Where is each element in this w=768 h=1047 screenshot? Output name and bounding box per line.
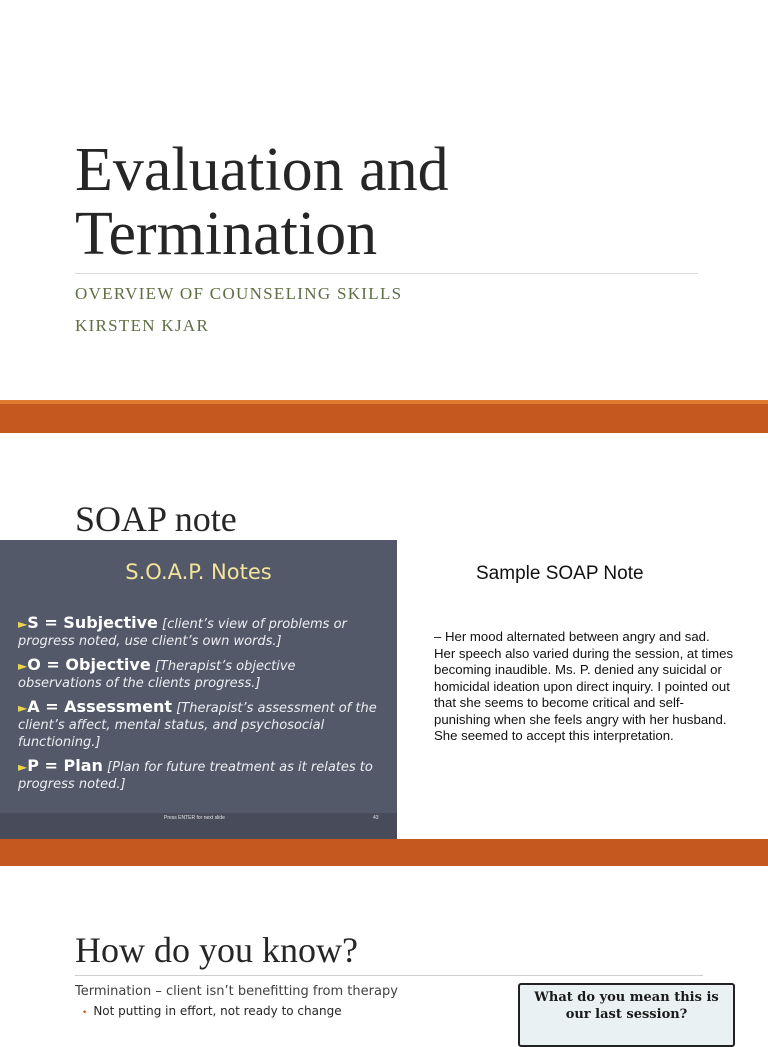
soap-item-term: S = Subjective <box>27 613 158 632</box>
slide-separator-band <box>0 839 768 866</box>
sample-soap-note-body: – Her mood alternated between angry and sad. Her speech also varied during the session, at times becoming inaudible. Ms. P. denied any suicidal or homicidal ideation upon direct inquiry. I pointed out that she seems to become critical and self-punishing when she feels angry with her husband. She seemed to accept this interpretation. <box>434 629 734 743</box>
slide-separator-band <box>0 404 768 433</box>
slide1-title-line1: Evaluation and <box>75 136 449 204</box>
footer-hint: Press ENTER for next slide <box>164 815 225 821</box>
soap-item-desc: [client’s view of problems or progress noted, use client’s own words.] <box>18 617 347 649</box>
soap-item-plan <box>18 757 378 793</box>
slide3-body-text: Termination – client isn’t benefitting from therapy <box>75 984 398 999</box>
soap-notes-image-footer <box>0 813 397 839</box>
triangle-bullet-icon: ► <box>18 617 28 631</box>
slide3-bullet <box>82 1004 342 1018</box>
slide1-title-line2: Termination <box>75 200 378 268</box>
soap-item-term: A = Assessment <box>27 697 173 716</box>
soap-item-desc: [Plan for future treatment as it relates to progress noted.] <box>18 760 373 792</box>
soap-item-assessment <box>18 698 378 751</box>
soap-notes-image-title: S.O.A.P. Notes <box>125 560 272 584</box>
triangle-bullet-icon: ► <box>18 659 28 673</box>
slide1-title <box>75 138 715 266</box>
triangle-bullet-icon: ► <box>18 701 28 715</box>
sample-soap-note-title: Sample SOAP Note <box>476 563 644 584</box>
slide1-subtitle-author: KIRSTEN KJAR <box>75 316 210 335</box>
slide1-subtitle-course: OVERVIEW OF COUNSELING SKILLS <box>75 284 403 303</box>
slide3-bullet-text: Not putting in effort, not ready to change <box>93 1004 342 1018</box>
soap-item-term: O = Objective <box>27 655 151 674</box>
slide2-title: SOAP note <box>75 499 237 539</box>
sample-soap-note-image <box>413 545 734 807</box>
footer-slide-number: 43 <box>373 815 379 821</box>
soap-item-objective <box>18 656 378 692</box>
bullet-dot-icon: • <box>82 1008 88 1018</box>
cartoon-image <box>518 983 735 1047</box>
cartoon-caption: What do you mean this is our last session? <box>534 990 719 1022</box>
triangle-bullet-icon: ► <box>18 760 28 774</box>
slide3-title: How do you know? <box>75 930 358 970</box>
soap-notes-image <box>0 540 397 839</box>
soap-item-desc: [Therapist’s assessment of the client’s affect, mental status, and psychosocial functioning.] <box>18 701 377 750</box>
soap-item-term: P = Plan <box>27 756 103 775</box>
soap-item-subjective <box>18 614 378 650</box>
slide1-divider <box>75 273 698 274</box>
soap-item-desc: [Therapist’s objective observations of the clients progress.] <box>18 659 296 691</box>
slide3-divider <box>75 975 703 976</box>
